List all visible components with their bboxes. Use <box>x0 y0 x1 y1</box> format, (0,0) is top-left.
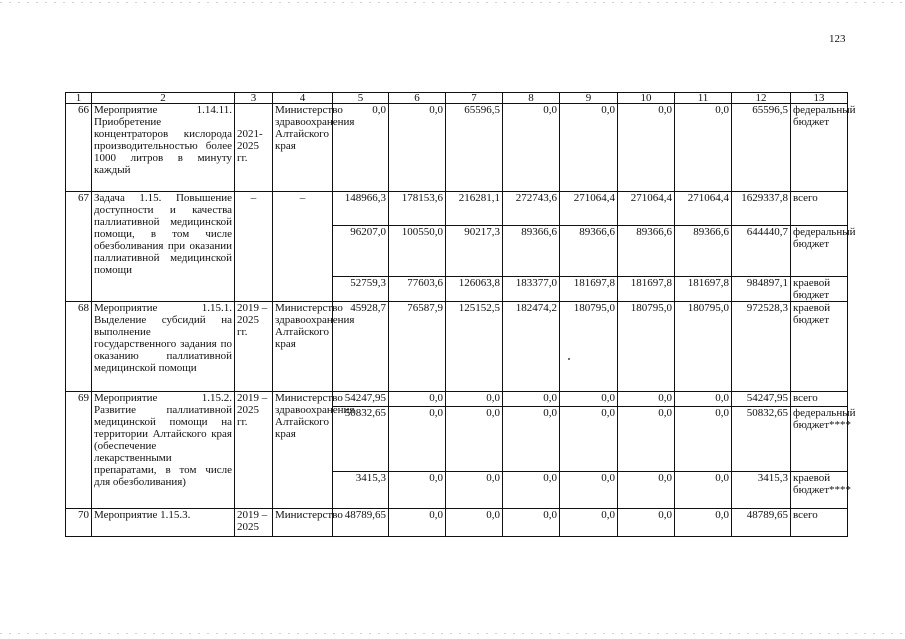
period: 2019 – 2025 <box>235 509 273 537</box>
funding-source: всего <box>791 392 848 407</box>
value-cell: 65596,5 <box>446 104 503 192</box>
executor: Министерство здравоохранения Алтайского края <box>273 104 333 192</box>
value-cell: 54247,95 <box>732 392 791 407</box>
value-cell: 50832,65 <box>333 407 389 472</box>
value-cell: 0,0 <box>675 472 732 509</box>
value-cell: 48789,65 <box>732 509 791 537</box>
value-cell: 0,0 <box>446 407 503 472</box>
value-cell: 0,0 <box>618 472 675 509</box>
value-cell: 125152,5 <box>446 302 503 392</box>
executor: Министерство здравоохранения Алтайского края <box>273 392 333 509</box>
page-number: 123 <box>829 33 846 45</box>
value-cell: 178153,6 <box>389 192 446 226</box>
measure-name: Мероприятие 1.15.3. <box>92 509 235 537</box>
value-cell: 0,0 <box>675 392 732 407</box>
value-cell: 0,0 <box>560 104 618 192</box>
period: 2019 – 2025 гг. <box>235 302 273 392</box>
col-header: 5 <box>333 93 389 104</box>
value-cell: 984897,1 <box>732 277 791 302</box>
executor: Министерство <box>273 509 333 537</box>
value-cell: 90217,3 <box>446 226 503 277</box>
value-cell: 0,0 <box>503 392 560 407</box>
col-header: 6 <box>389 93 446 104</box>
value-cell: 89366,6 <box>618 226 675 277</box>
value-cell: 181697,8 <box>618 277 675 302</box>
value-cell: 0,0 <box>560 472 618 509</box>
col-header: 11 <box>675 93 732 104</box>
funding-source: краевой бюджет**** <box>791 472 848 509</box>
value-cell: 3415,3 <box>732 472 791 509</box>
funding-source: федеральный бюджет <box>791 104 848 192</box>
value-cell: 0,0 <box>618 392 675 407</box>
value-cell: 50832,65 <box>732 407 791 472</box>
value-cell: 180795,0 <box>675 302 732 392</box>
budget-table <box>65 92 856 537</box>
value-cell: 0,0 <box>675 509 732 537</box>
measure-name: Мероприятие 1.15.1. Выделение субсидий на выполнение государственного задания по оказанию паллиативной медицинской помощи <box>92 302 235 392</box>
executor: Министерство здравоохранения Алтайского края <box>273 302 333 392</box>
row-number: 68 <box>66 302 92 392</box>
period: 2019 – 2025 гг. <box>235 392 273 509</box>
value-cell: 0,0 <box>446 509 503 537</box>
value-cell: 0,0 <box>618 104 675 192</box>
value-cell: 77603,6 <box>389 277 446 302</box>
scan-noise-top <box>0 2 905 3</box>
value-cell: 52759,3 <box>333 277 389 302</box>
table-row <box>66 392 848 407</box>
funding-source: всего <box>791 192 848 226</box>
value-cell: 0,0 <box>389 104 446 192</box>
value-cell: 216281,1 <box>446 192 503 226</box>
value-cell: 3415,3 <box>333 472 389 509</box>
value-cell: 100550,0 <box>389 226 446 277</box>
value-cell: 180795,0 <box>560 302 618 392</box>
value-cell: 0,0 <box>503 472 560 509</box>
funding-source: краевой бюджет <box>791 277 848 302</box>
value-cell: 126063,8 <box>446 277 503 302</box>
value-cell: 972528,3 <box>732 302 791 392</box>
value-cell: 0,0 <box>503 509 560 537</box>
value-cell: 182474,2 <box>503 302 560 392</box>
col-header: 1 <box>66 93 92 104</box>
value-cell: 180795,0 <box>618 302 675 392</box>
value-cell: 644440,7 <box>732 226 791 277</box>
value-cell: 89366,6 <box>675 226 732 277</box>
funding-source: краевой бюджет <box>791 302 848 392</box>
period: – <box>235 192 273 302</box>
period: 2021-2025 гг. <box>235 104 273 192</box>
value-cell: 0,0 <box>389 407 446 472</box>
value-cell: 0,0 <box>446 392 503 407</box>
value-cell: 65596,5 <box>732 104 791 192</box>
value-cell: 0,0 <box>503 407 560 472</box>
value-cell: 76587,9 <box>389 302 446 392</box>
value-cell: 54247,95 <box>333 392 389 407</box>
funding-source: федеральный бюджет <box>791 226 848 277</box>
scan-speck <box>568 358 570 360</box>
col-header: 13 <box>791 93 848 104</box>
value-cell: 0,0 <box>389 472 446 509</box>
row-number: 66 <box>66 104 92 192</box>
value-cell: 148966,3 <box>333 192 389 226</box>
value-cell: 271064,4 <box>675 192 732 226</box>
value-cell: 271064,4 <box>560 192 618 226</box>
value-cell: 181697,8 <box>560 277 618 302</box>
value-cell: 89366,6 <box>503 226 560 277</box>
table-row <box>66 509 848 537</box>
value-cell: 0,0 <box>389 509 446 537</box>
col-header: 4 <box>273 93 333 104</box>
col-header: 12 <box>732 93 791 104</box>
value-cell: 0,0 <box>560 407 618 472</box>
measure-name: Мероприятие 1.15.2. Развитие паллиативной медицинской помощи на территории Алтайского края (обеспечение лекарственными препаратами, в том числе для обезболивания) <box>92 392 235 509</box>
table-row <box>66 104 848 192</box>
value-cell: 0,0 <box>333 104 389 192</box>
value-cell: 0,0 <box>618 509 675 537</box>
funding-source: всего <box>791 509 848 537</box>
task-name: Задача 1.15. Повышение доступности и качества паллиативной медицинской помощи, в том числе обезболивания при оказании паллиативной медицинской помощи <box>92 192 235 302</box>
value-cell: 183377,0 <box>503 277 560 302</box>
col-header: 3 <box>235 93 273 104</box>
row-number: 69 <box>66 392 92 509</box>
value-cell: 89366,6 <box>560 226 618 277</box>
col-header: 10 <box>618 93 675 104</box>
value-cell: 0,0 <box>446 472 503 509</box>
funding-source: федеральный бюджет**** <box>791 407 848 472</box>
measure-name: Мероприятие 1.14.11. Приобретение концентраторов кислорода производительностью более 1000 литров в минуту каждый <box>92 104 235 192</box>
executor: – <box>273 192 333 302</box>
value-cell: 0,0 <box>503 104 560 192</box>
scan-noise-bottom <box>0 633 905 634</box>
value-cell: 181697,8 <box>675 277 732 302</box>
col-header: 9 <box>560 93 618 104</box>
value-cell: 272743,6 <box>503 192 560 226</box>
row-number: 67 <box>66 192 92 302</box>
value-cell: 0,0 <box>560 392 618 407</box>
table-row <box>66 192 848 226</box>
value-cell: 0,0 <box>675 104 732 192</box>
value-cell: 0,0 <box>618 407 675 472</box>
col-header: 7 <box>446 93 503 104</box>
table-row <box>66 302 848 392</box>
row-number: 70 <box>66 509 92 537</box>
value-cell: 1629337,8 <box>732 192 791 226</box>
col-header: 2 <box>92 93 235 104</box>
value-cell: 96207,0 <box>333 226 389 277</box>
value-cell: 0,0 <box>560 509 618 537</box>
value-cell: 0,0 <box>389 392 446 407</box>
value-cell: 0,0 <box>675 407 732 472</box>
value-cell: 271064,4 <box>618 192 675 226</box>
value-cell: 48789,65 <box>333 509 389 537</box>
col-header: 8 <box>503 93 560 104</box>
value-cell: 45928,7 <box>333 302 389 392</box>
column-number-row <box>66 93 848 104</box>
